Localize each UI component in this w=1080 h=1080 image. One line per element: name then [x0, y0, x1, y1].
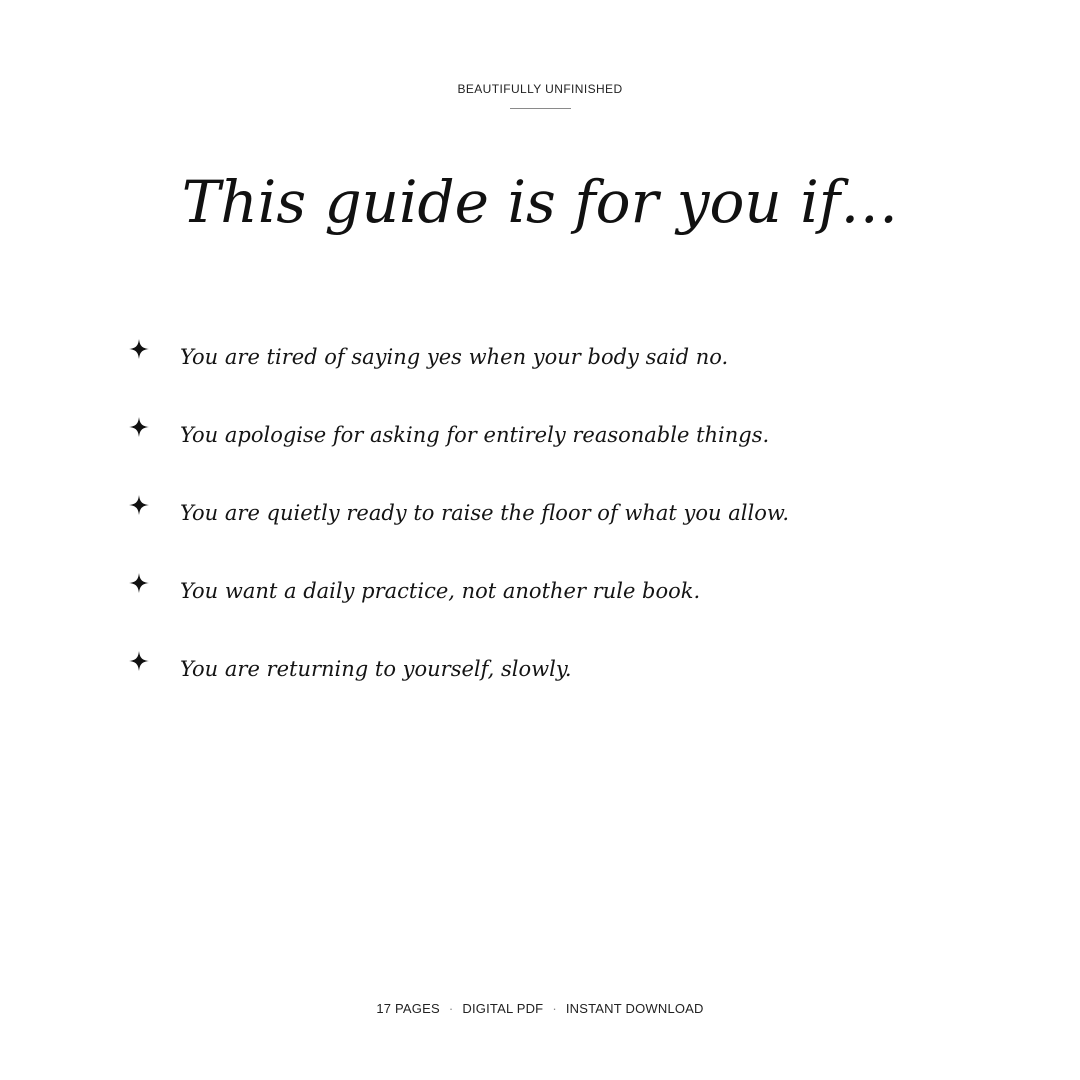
file-format: DIGITAL PDF [462, 1001, 544, 1016]
product-meta-footer [0, 1001, 1080, 1016]
four-point-star-icon [128, 650, 150, 672]
four-point-star-icon [128, 338, 150, 360]
list-item [0, 336, 1080, 414]
footer-separator: · [448, 1001, 454, 1016]
list-item [0, 492, 1080, 570]
list-item-text: You are quietly ready to raise the floor of what you allow. [180, 501, 789, 525]
list-item-text: You are returning to yourself, slowly. [180, 657, 572, 681]
page-count: 17 PAGES [376, 1001, 440, 1016]
four-point-star-icon [128, 416, 150, 438]
four-point-star-icon [128, 572, 150, 594]
four-point-star-icon [128, 494, 150, 516]
list-item [0, 648, 1080, 726]
list-item-text: You are tired of saying yes when your body said no. [180, 345, 729, 369]
brand-eyebrow: BEAUTIFULLY UNFINISHED [457, 82, 623, 96]
list-item [0, 414, 1080, 492]
list-item-text: You apologise for asking for entirely reasonable things. [180, 423, 770, 447]
delivery-method: INSTANT DOWNLOAD [565, 1001, 704, 1016]
criteria-list [0, 336, 1080, 726]
eyebrow-divider [510, 108, 571, 109]
list-item [0, 570, 1080, 648]
page-title: This guide is for you if… [181, 168, 899, 236]
footer-separator: · [552, 1001, 557, 1016]
list-item-text: You want a daily practice, not another rule book. [180, 579, 701, 603]
